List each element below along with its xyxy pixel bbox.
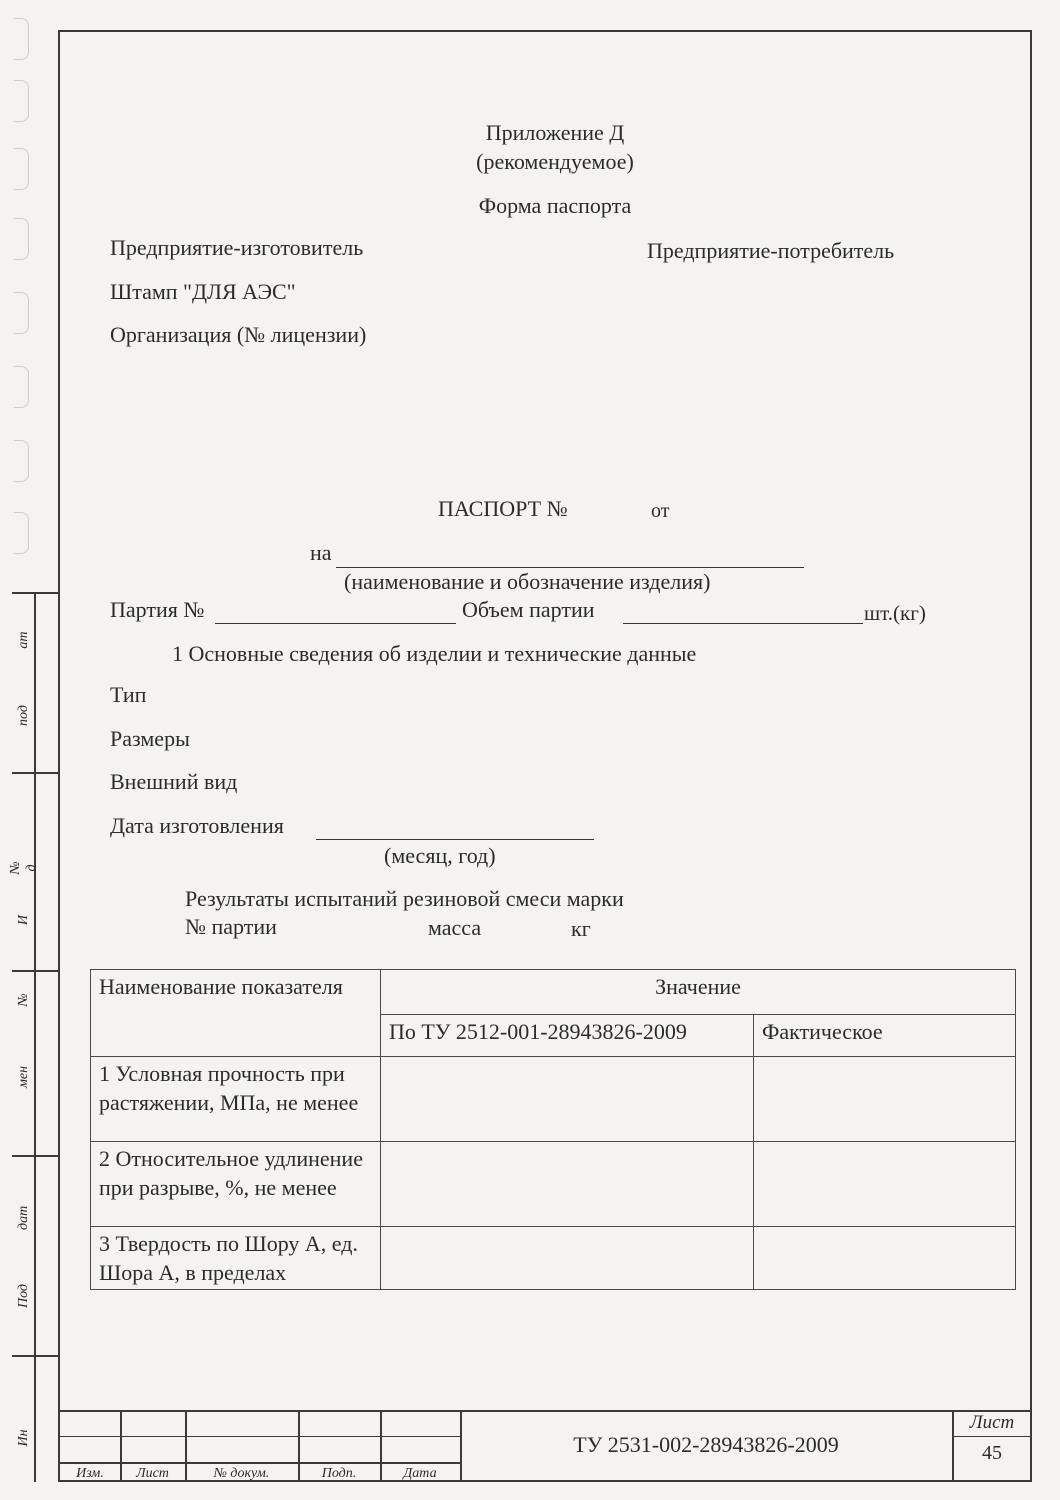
binding-hole — [14, 218, 29, 260]
header-cell-actual: Фактическое — [754, 1014, 1016, 1056]
sheet-label: Лист — [969, 1412, 1015, 1433]
manufacturer-label: Предприятие-изготовитель — [110, 235, 364, 260]
side-divider — [12, 1155, 58, 1157]
row-spec-cell[interactable] — [381, 1142, 754, 1227]
side-label: ат — [16, 631, 31, 649]
date-line[interactable] — [316, 817, 594, 840]
results-batch: № партии — [185, 914, 277, 939]
sizes-label: Размеры — [110, 726, 190, 751]
item-prefix: на — [310, 540, 332, 565]
section-heading: 1 Основные сведения об изделии и технические данные — [172, 641, 697, 666]
col-caption: Изм. — [76, 1466, 104, 1481]
results-mass: масса — [428, 915, 482, 940]
header-cell-value: Значение — [381, 970, 1016, 1015]
passport-from: от — [651, 500, 670, 522]
table-row — [91, 1057, 1016, 1142]
results-title: Результаты испытаний резиновой смеси марки — [185, 886, 624, 911]
side-stamp-column — [34, 592, 60, 1482]
batch-number-line[interactable] — [215, 601, 456, 624]
binding-hole — [14, 148, 29, 190]
table-row — [91, 1142, 1016, 1227]
consumer-label: Предприятие-потребитель — [647, 238, 895, 263]
stamp-label: Штамп "ДЛЯ АЭС" — [110, 279, 296, 304]
row-name: 1 Условная прочность при растяжении, МПа, не менее — [91, 1057, 381, 1142]
item-caption: (наименование и обозначение изделия) — [344, 569, 711, 594]
volume-label: Объем партии — [462, 597, 595, 622]
type-label: Тип — [110, 682, 147, 707]
side-label: Ин — [16, 1429, 31, 1447]
sheet-divider — [952, 1436, 1032, 1437]
results-table — [90, 969, 1016, 1290]
appendix-status: (рекомендуемое) — [476, 149, 634, 174]
row-spec-cell[interactable] — [381, 1227, 754, 1290]
binding-hole — [14, 80, 29, 122]
side-label: № д — [8, 861, 39, 875]
appendix-title: Приложение Д — [485, 120, 625, 145]
item-name-line[interactable] — [336, 545, 804, 568]
side-label: дат — [16, 1205, 31, 1230]
passport-title: ПАСПОРТ № — [438, 496, 568, 521]
title-block-top — [60, 1410, 1032, 1412]
row-name: 2 Относительное удлинение при разрыве, %, не менее — [91, 1142, 381, 1227]
title-block — [60, 1410, 1032, 1482]
form-title: Форма паспорта — [478, 193, 632, 218]
binding-hole — [14, 366, 29, 408]
header-cell-spec: По ТУ 2512-001-28943826-2009 — [381, 1014, 754, 1056]
binding-hole — [14, 440, 29, 482]
side-label: под — [16, 705, 31, 726]
binding-hole — [14, 292, 29, 334]
results-kg: кг — [571, 916, 591, 941]
side-label: И — [16, 914, 31, 926]
row-actual-cell[interactable] — [754, 1227, 1016, 1290]
binding-hole — [14, 18, 29, 60]
organization-label: Организация (№ лицензии) — [110, 322, 367, 347]
side-label: Под — [16, 1283, 31, 1308]
side-label: мен — [16, 1065, 31, 1088]
header-cell-name: Наименование показателя — [91, 970, 381, 1057]
appearance-label: Внешний вид — [110, 769, 238, 794]
date-caption: (месяц, год) — [384, 843, 496, 868]
col-caption: Дата — [403, 1466, 437, 1481]
row-name: 3 Твердость по Шору А, ед. Шора А, в пределах — [91, 1227, 381, 1290]
binding-hole — [14, 512, 29, 554]
col-caption: Подп. — [321, 1466, 357, 1481]
table-row — [91, 1227, 1016, 1290]
batch-label: Партия № — [110, 597, 205, 622]
row-actual-cell[interactable] — [754, 1142, 1016, 1227]
col-caption: № докум. — [213, 1466, 270, 1481]
row-spec-cell[interactable] — [381, 1057, 754, 1142]
side-divider — [12, 970, 58, 972]
row-actual-cell[interactable] — [754, 1057, 1016, 1142]
sheet-number: 45 — [982, 1442, 1002, 1464]
unit-label: шт.(кг) — [864, 601, 926, 625]
col-caption: Лист — [136, 1466, 169, 1481]
side-divider — [12, 772, 58, 774]
side-divider — [12, 1355, 58, 1357]
doc-code: ТУ 2531-002-28943826-2009 — [573, 1432, 839, 1457]
date-label: Дата изготовления — [110, 813, 284, 838]
volume-line[interactable] — [623, 601, 863, 624]
side-label: № — [16, 993, 31, 1007]
